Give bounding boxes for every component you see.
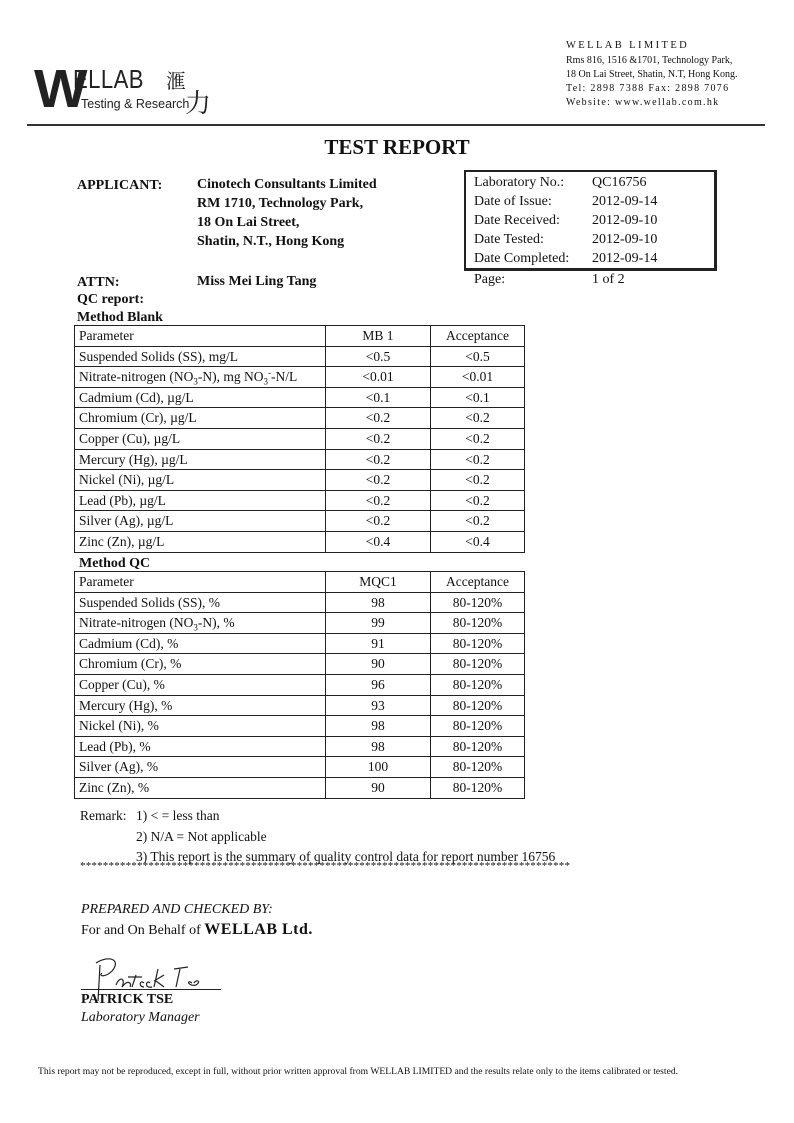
date-issue-label: Date of Issue:: [474, 194, 552, 209]
table-row: [75, 633, 525, 654]
remark-label: Remark:: [80, 808, 127, 823]
acceptance-cell: <0.2: [431, 449, 525, 470]
value-cell: 98: [326, 592, 431, 613]
applicant-line-1: Cinotech Consultants Limited: [197, 177, 377, 192]
attn-value: Miss Mei Ling Tang: [197, 274, 317, 289]
value-cell: 93: [326, 695, 431, 716]
value-cell: <0.5: [326, 346, 431, 367]
company-tel-fax: Tel: 2898 7388 Fax: 2898 7076: [566, 83, 730, 94]
acceptance-cell: 80-120%: [431, 777, 525, 798]
page-value: 1 of 2: [592, 272, 625, 287]
table-row: [75, 777, 525, 798]
applicant-line-2: RM 1710, Technology Park,: [197, 196, 364, 211]
value-cell: 100: [326, 757, 431, 778]
value-cell: <0.01: [326, 367, 431, 388]
table-row: [75, 449, 525, 470]
acceptance-cell: <0.2: [431, 511, 525, 532]
acceptance-cell: <0.4: [431, 531, 525, 552]
value-cell: 96: [326, 674, 431, 695]
lab-no-label: Laboratory No.:: [474, 175, 565, 190]
param-cell: Zinc (Zn), %: [75, 777, 326, 798]
value-cell: 91: [326, 633, 431, 654]
date-issue-value: 2012-09-14: [592, 194, 658, 209]
table-row: [75, 654, 525, 675]
value-cell: <0.2: [326, 511, 431, 532]
param-cell: Nickel (Ni), %: [75, 716, 326, 737]
logo-name: ELLAB: [73, 64, 144, 94]
lab-info-box: [464, 170, 717, 271]
column-header-parameter: Parameter: [75, 326, 326, 347]
acceptance-cell: <0.2: [431, 470, 525, 491]
acceptance-cell: 80-120%: [431, 736, 525, 757]
param-cell: Cadmium (Cd), µg/L: [75, 387, 326, 408]
table-row: [75, 367, 525, 388]
value-cell: <0.2: [326, 470, 431, 491]
acceptance-cell: <0.2: [431, 408, 525, 429]
company-name: WELLAB LIMITED: [566, 40, 690, 51]
remark-item-1: 1) < = less than: [136, 808, 220, 823]
remark-item-2: 2) N/A = Not applicable: [136, 829, 267, 844]
param-cell: Chromium (Cr), µg/L: [75, 408, 326, 429]
param-cell: Suspended Solids (SS), %: [75, 592, 326, 613]
acceptance-cell: 80-120%: [431, 613, 525, 634]
column-header-mqc1: MQC1: [326, 572, 431, 593]
page-label: Page:: [474, 272, 506, 287]
on-behalf-line: [81, 921, 313, 939]
value-cell: <0.1: [326, 387, 431, 408]
param-cell: Mercury (Hg), %: [75, 695, 326, 716]
value-cell: <0.4: [326, 531, 431, 552]
value-cell: <0.2: [326, 428, 431, 449]
table-row: [75, 674, 525, 695]
table-header-row: [75, 572, 525, 593]
param-cell: Cadmium (Cd), %: [75, 633, 326, 654]
separator-stars: **************************************************************************************: [80, 860, 571, 872]
applicant-label: APPLICANT:: [77, 178, 163, 193]
table-row: [75, 757, 525, 778]
param-cell: Copper (Cu), µg/L: [75, 428, 326, 449]
company-address-2: 18 On Lai Street, Shatin, N.T, Hong Kong.: [566, 69, 738, 80]
acceptance-cell: 80-120%: [431, 757, 525, 778]
value-cell: 90: [326, 777, 431, 798]
acceptance-cell: <0.5: [431, 346, 525, 367]
logo-chinese-1: 滙: [166, 71, 186, 93]
param-cell: Silver (Ag), %: [75, 757, 326, 778]
table-row: [75, 531, 525, 552]
value-cell: <0.2: [326, 408, 431, 429]
method-blank-heading: Method Blank: [77, 310, 163, 325]
company-address-1: Rms 816, 1516 &1701, Technology Park,: [566, 55, 733, 66]
logo-chinese-2: 力: [185, 89, 212, 118]
value-cell: 90: [326, 654, 431, 675]
table-row: [75, 428, 525, 449]
param-cell: Chromium (Cr), %: [75, 654, 326, 675]
table-row: [75, 613, 525, 634]
value-cell: 99: [326, 613, 431, 634]
signature-line: [81, 989, 221, 990]
date-tested-value: 2012-09-10: [592, 232, 658, 247]
table-row: [75, 490, 525, 511]
table-row: [75, 592, 525, 613]
method-qc-table: [74, 571, 525, 799]
table-row: [75, 470, 525, 491]
applicant-line-3: 18 On Lai Street,: [197, 215, 300, 230]
qc-report-label: QC report:: [77, 292, 144, 307]
header-divider: [27, 124, 765, 126]
on-behalf-prefix: For and On Behalf of: [81, 923, 205, 938]
company-website: Website: www.wellab.com.hk: [566, 97, 720, 108]
value-cell: <0.2: [326, 490, 431, 511]
table-row: [75, 408, 525, 429]
method-blank-table: [74, 325, 525, 553]
attn-label: ATTN:: [77, 275, 120, 290]
column-header-parameter: Parameter: [75, 572, 326, 593]
acceptance-cell: <0.1: [431, 387, 525, 408]
param-cell: Copper (Cu), %: [75, 674, 326, 695]
method-qc-heading: Method QC: [79, 556, 151, 571]
on-behalf-company: WELLAB Ltd.: [204, 921, 313, 938]
value-cell: 98: [326, 716, 431, 737]
report-title: TEST REPORT: [324, 135, 470, 159]
applicant-line-4: Shatin, N.T., Hong Kong: [197, 234, 345, 249]
acceptance-cell: <0.2: [431, 428, 525, 449]
signatory-name: PATRICK TSE: [81, 992, 174, 1007]
acceptance-cell: 80-120%: [431, 654, 525, 675]
table-row: [75, 387, 525, 408]
value-cell: <0.2: [326, 449, 431, 470]
param-cell: Nitrate-nitrogen $(NO_3-N)$, mg $NO_3^--N/L$: [75, 367, 326, 388]
column-header-acceptance: Acceptance: [431, 572, 525, 593]
param-cell: Mercury (Hg), µg/L: [75, 449, 326, 470]
table-row: [75, 695, 525, 716]
param-cell: Suspended Solids (SS), mg/L: [75, 346, 326, 367]
acceptance-cell: 80-120%: [431, 592, 525, 613]
table-row: [75, 736, 525, 757]
acceptance-cell: 80-120%: [431, 633, 525, 654]
acceptance-cell: 80-120%: [431, 695, 525, 716]
remark-item-3: 3) This report is the summary of quality control data for report number 16756: [136, 849, 556, 864]
acceptance-cell: <0.01: [431, 367, 525, 388]
table-header-row: [75, 326, 525, 347]
param-cell: Silver (Ag), µg/L: [75, 511, 326, 532]
column-header-acceptance: Acceptance: [431, 326, 525, 347]
prepared-by-label: PREPARED AND CHECKED BY:: [81, 902, 273, 917]
table-row: [75, 346, 525, 367]
acceptance-cell: 80-120%: [431, 674, 525, 695]
acceptance-cell: 80-120%: [431, 716, 525, 737]
column-header-mb1: MB 1: [326, 326, 431, 347]
lab-no-value: QC16756: [592, 175, 647, 190]
date-tested-label: Date Tested:: [474, 232, 544, 247]
footer-disclaimer: This report may not be reproduced, except in full, without prior written approval from WELLAB LIMITED and the results relate only to the items calibrated or tested.: [38, 1066, 679, 1077]
param-cell: Lead (Pb), µg/L: [75, 490, 326, 511]
param-cell: Nitrate-nitrogen $(NO_3-N)$, %: [75, 613, 326, 634]
table-row: [75, 716, 525, 737]
date-received-label: Date Received:: [474, 213, 560, 228]
signatory-role: Laboratory Manager: [81, 1010, 200, 1025]
value-cell: 98: [326, 736, 431, 757]
param-cell: Zinc (Zn), µg/L: [75, 531, 326, 552]
logo-initial: W: [34, 59, 86, 119]
table-row: [75, 511, 525, 532]
acceptance-cell: <0.2: [431, 490, 525, 511]
date-completed-value: 2012-09-14: [592, 251, 658, 266]
date-received-value: 2012-09-10: [592, 213, 658, 228]
param-cell: Lead (Pb), %: [75, 736, 326, 757]
param-cell: Nickel (Ni), µg/L: [75, 470, 326, 491]
date-completed-label: Date Completed:: [474, 251, 570, 266]
logo-subtitle: Testing & Research: [81, 97, 190, 111]
